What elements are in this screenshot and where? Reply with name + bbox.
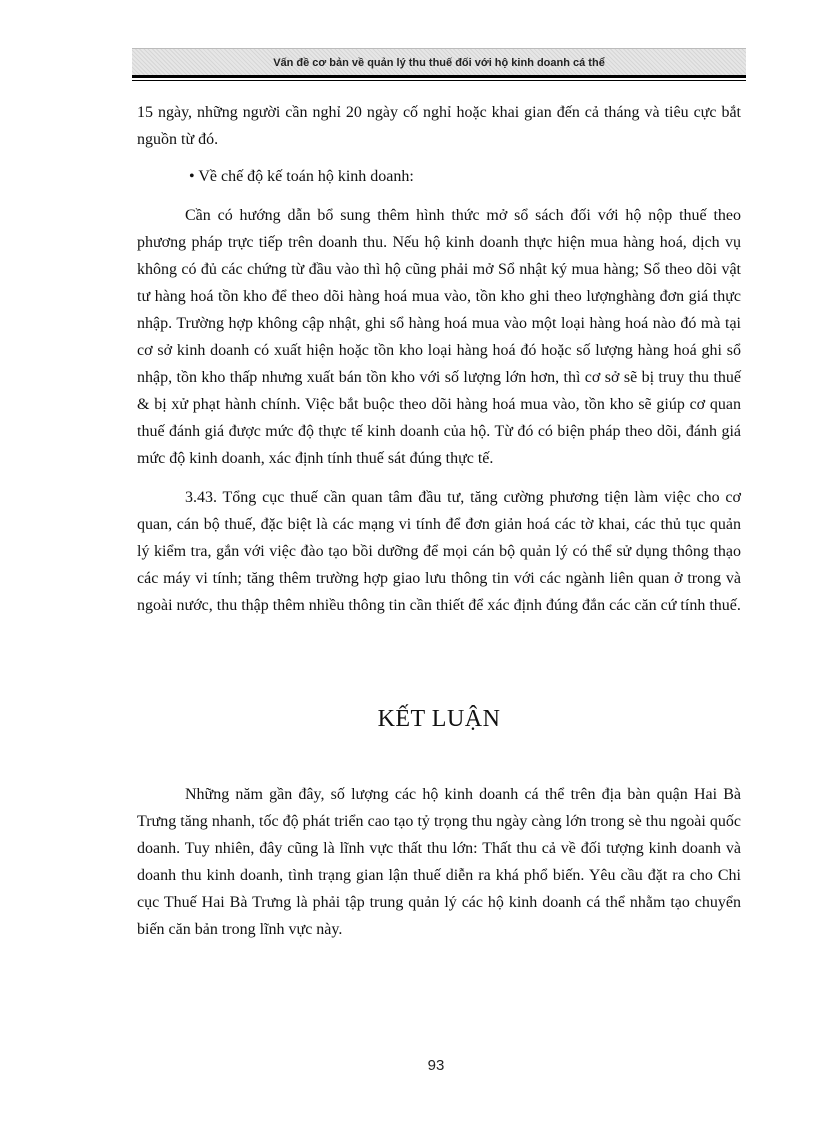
- page-number-text: 93: [427, 1057, 445, 1074]
- conclusion-heading: KẾT LUẬN: [377, 706, 501, 732]
- paragraph-continuation: 15 ngày, những người cần nghỉ 20 ngày cố nghỉ hoặc khai gian đến cả tháng và tiêu cực bắt nguồn từ đó.: [137, 104, 741, 148]
- conclusion-paragraph: Những năm gần đây, số lượng các hộ kinh doanh cá thể trên địa bàn quận Hai Bà Trưng tăng nhanh, tốc độ phát triển cao tạo tỷ trọng thu ngày càng lớn trong sè thu ngoài quốc doanh. Tuy nhiên, đây cũng là lĩnh vực thất thu lớn: Thất thu cả về đối tượng kinh doanh và doanh thu kinh doanh, tình trạng gian lận thuế diễn ra khá phổ biến. Yêu cầu đặt ra cho Chi cục Thuế Hai Bà Trưng là phải tập trung quản lý các hộ kinh doanh cá thể nhằm tạo chuyển biến căn bản trong lĩnh vực này.: [137, 786, 741, 938]
- running-header-title: Vấn đề cơ bản về quản lý thu thuế đối với hộ kinh doanh cá thể: [273, 56, 605, 69]
- header-rule-thin: [132, 80, 746, 81]
- running-header: [132, 48, 746, 76]
- paragraph-343: 3.43. Tổng cục thuế cần quan tâm đầu tư, tăng cường phương tiện làm việc cho cơ quan, cán bộ thuế, đặc biệt là các mạng vi tính để đơn giản hoá các tờ khai, các thủ tục quản lý kiểm tra, gắn với việc đào tạo bồi dưỡng để mọi cán bộ quản lý có thể sử dụng thông thạo các máy vi tính; tăng thêm trường hợp giao lưu thông tin với các ngành liên quan ở trong và ngoài nước, thu thập thêm nhiều thông tin cần thiết để xác định đúng đắn các căn cứ tính thuế.: [137, 489, 741, 614]
- bullet-heading: • Về chế độ kế toán hộ kinh doanh:: [189, 168, 414, 185]
- page-number: [0, 1057, 816, 1074]
- conclusion-body: [137, 781, 741, 943]
- header-rule-thick: [132, 75, 746, 78]
- paragraph-accounting: Cần có hướng dẫn bổ sung thêm hình thức mở sổ sách đối với hộ nộp thuế theo phương pháp trực tiếp trên doanh thu. Nếu hộ kinh doanh thực hiện mua hàng hoá, dịch vụ không có đủ các chứng từ đầu vào thì hộ cũng phải mở Sổ nhật ký mua hàng; Sổ theo dõi vật tư hàng hoá tồn kho để theo dõi hàng hoá mua vào, tồn kho ghi theo lượnghàng đơn giá thực nhập. Trường hợp không cập nhật, ghi sổ hàng hoá mua vào một loại hàng hoá nào đó mà tại cơ sở kinh doanh có xuất hiện hoặc tồn kho loại hàng hoá đó hoặc số lượng hàng hoá ghi sổ nhập, tồn kho thấp nhưng xuất bán tồn kho với số lượng lớn hơn, thì cơ sở sẽ bị truy thu thuế & bị xử phạt hành chính. Việc bắt buộc theo dõi hàng hoá mua vào, tồn kho sẽ giúp cơ quan thuế đánh giá được mức độ thực tế kinh doanh của hộ. Từ đó có biện pháp theo dõi, đánh giá mức độ kinh doanh, xác định tính thuế sát đúng thực tế.: [137, 207, 741, 467]
- body-text: [137, 99, 741, 619]
